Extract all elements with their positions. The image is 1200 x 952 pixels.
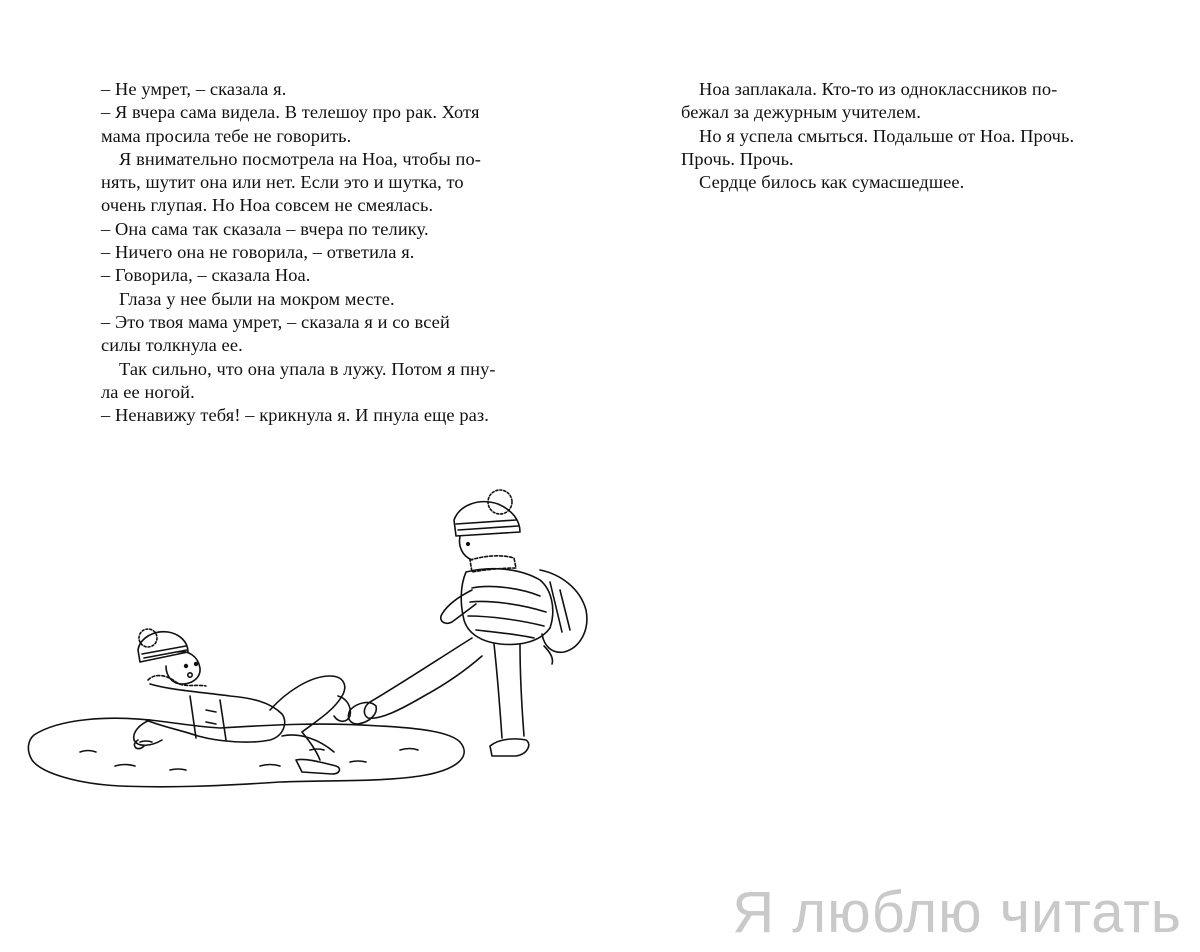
right-page-text	[681, 78, 1111, 194]
text-line: Глаза у нее были на мокром месте.	[119, 288, 395, 309]
text-line: – Ничего она не говорила, – ответила я.	[101, 242, 415, 263]
text-line: ла ее ногой.	[101, 381, 195, 402]
text-line: – Не умрет, – сказала я.	[101, 79, 287, 99]
text-line: – Она сама так сказала – вчера по телику.	[101, 218, 429, 239]
text-line: – Я вчера сама видела. В телешоу про рак. Хотя	[101, 102, 480, 123]
text-line: нять, шутит она или нет. Если это и шутка, то	[101, 172, 464, 193]
text-line: Сердце билось как сумасшедшее.	[699, 172, 965, 193]
text-line: – Ненавижу тебя! – крикнула я. И пнула еще раз.	[101, 405, 489, 426]
left-page-text	[101, 78, 531, 427]
standing-girl	[348, 490, 586, 756]
watermark-text: Я люблю читать	[732, 880, 1182, 945]
text-line: бежал за дежурным учителем.	[681, 102, 921, 123]
text-line: мама просила тебе не говорить.	[101, 125, 352, 146]
text-line: очень глупая. Но Ноа совсем не смеялась.	[101, 195, 434, 216]
text-line: Прочь. Прочь.	[681, 148, 794, 169]
text-line: – Это твоя мама умрет, – сказала я и со всей	[101, 311, 450, 332]
text-line: Я внимательно посмотрела на Ноа, чтобы по-	[119, 148, 481, 169]
fallen-girl	[134, 629, 351, 774]
text-line: Так сильно, что она упала в лужу. Потом я пну-	[119, 358, 496, 379]
text-line: – Говорила, – сказала Ноа.	[101, 265, 311, 286]
text-line: силы толкнула ее.	[101, 335, 243, 356]
puddle-shape	[28, 718, 464, 787]
text-line: Ноа заплакала. Кто-то из одноклассников по-	[699, 79, 1058, 99]
text-line: Но я успела смыться. Подальше от Ноа. Прочь.	[699, 125, 1075, 146]
illustration-girls-in-puddle	[20, 470, 600, 800]
